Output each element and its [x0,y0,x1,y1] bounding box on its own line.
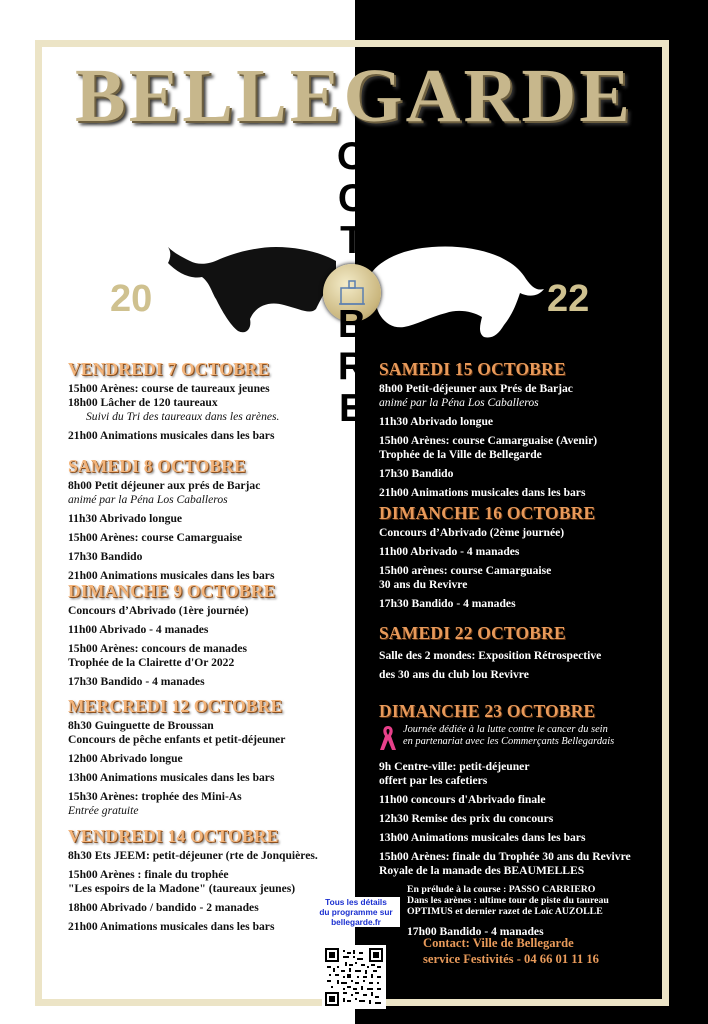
month-letter: C [337,177,367,220]
info-line: du programme sur [319,907,393,917]
event-line: Suivi du Tri des taureaux dans les arènes. [86,410,280,423]
event-line: "Les espoirs de la Madone" (taureaux jeunes) [68,882,296,895]
event-line: 15h00 Arènes: finale du Trophée 30 ans du Revivre [379,850,631,863]
day-block [379,358,597,500]
year-right: 22 [547,278,590,320]
event-line: Trophée de la Clairette d'Or 2022 [68,656,235,669]
month-letter: R [337,345,367,388]
event-line: 13h00 Animations musicales dans les bars [68,771,275,784]
event-line: 17h30 Bandido - 4 manades [68,675,205,688]
white-bull-silhouette [370,246,544,337]
event-line: 21h00 Animations musicales dans les bars [68,569,275,582]
event-line: 15h00 Arènes: course Camarguaise (Avenir) [379,434,598,447]
event-line: animé par la Péna Los Caballeros [68,493,228,506]
event-line: 8h00 Petit déjeuner aux prés de Barjac [68,479,261,492]
year-left: 20 [110,278,153,320]
event-line: 17h30 Bandido [379,467,454,480]
day-heading: VENDREDI 14 OCTOBRE [68,826,279,846]
day-heading: DIMANCHE 9 OCTOBRE [68,581,276,601]
day-block [379,700,631,939]
event-line: 9h Centre-ville: petit-déjeuner [379,760,530,773]
event-line: 13h00 Animations musicales dans les bars [379,831,586,844]
month-letter: T [340,219,364,262]
day-block [68,358,279,443]
event-line: 15h00 Arènes: course Camarguaise [68,531,243,544]
event-line: Royale de la manade des BEAUMELLES [379,864,585,877]
qr-code[interactable] [322,945,386,1009]
pink-ribbon-icon [379,724,397,752]
event-line: 30 ans du Revivre [379,578,468,591]
event-line: 21h00 Animations musicales dans les bars [68,920,275,933]
event-line: 15h30 Arènes: trophée des Mini-As [68,790,242,803]
event-line: 12h00 Abrivado longue [68,752,183,765]
event-line: 15h00 Arènes: concours de manades [68,642,248,655]
contact-info [423,935,599,967]
event-line: 12h30 Remise des prix du concours [379,812,554,825]
event-line: Concours d’Abrivado (1ère journée) [68,604,249,617]
day-block [68,455,274,583]
prelude-line: OPTIMUS et dernier razet de Loïc AUZOLLE [407,906,603,917]
event-line: 8h30 Guinguette de Broussan [68,719,214,732]
event-line: 17h00 Bandido - 4 manades [407,925,544,938]
event-line: des 30 ans du club lou Revivre [379,668,529,681]
event-line: 21h00 Animations musicales dans les bars [68,429,275,442]
prelude-line: En prélude à la course : PASSO CARRIERO [407,884,596,895]
month-vertical [334,136,370,430]
day-heading: MERCREDI 12 OCTOBRE [68,696,283,716]
day-block [379,622,601,682]
event-line: 15h00 Arènes : finale du trophée [68,868,229,881]
prelude-block [379,884,631,917]
event-line: 18h00 Lâcher de 120 taureaux [68,396,218,409]
event-line: Salle des 2 mondes: Exposition Rétrospective [379,649,602,662]
contact-line: Contact: Ville de Bellegarde [423,936,574,950]
event-line: 21h00 Animations musicales dans les bars [379,486,586,499]
black-bull-silhouette [168,247,336,332]
event-line: offert par les cafetiers [379,774,488,787]
contact-line: service Festivités - 04 66 01 11 16 [423,952,599,966]
event-line: Concours d’Abrivado (2ème journée) [379,526,565,539]
day-heading: DIMANCHE 23 OCTOBRE [379,701,596,721]
event-line: 11h00 Abrivado - 4 manades [68,623,209,636]
event-line: Concours de pêche enfants et petit-déjeuner [68,733,286,746]
event-line: animé par la Péna Los Caballeros [379,396,539,409]
day-heading: SAMEDI 22 OCTOBRE [379,623,566,643]
event-line: Entrée gratuite [68,804,139,817]
day-block [68,580,275,689]
event-line: 11h30 Abrivado longue [68,512,183,525]
event-line: 11h30 Abrivado longue [379,415,494,428]
poster-title: BELLEGARDE [75,54,633,138]
month-letter: B [337,303,367,346]
event-line: 8h00 Petit-déjeuner aux Prés de Barjac [379,382,573,395]
ribbon-line: en partenariat avec les Commerçants Bellegardais [403,736,615,747]
event-line: 11h00 Abrivado - 4 manades [379,545,520,558]
day-heading: VENDREDI 7 OCTOBRE [68,359,270,379]
day-block [68,825,318,934]
event-line: 15h00 Arènes: course de taureaux jeunes [68,382,270,395]
month-letter: O [336,135,368,178]
event-line: 15h00 arènes: course Camarguaise [379,564,552,577]
day-block [379,502,595,611]
event-line: 17h30 Bandido [68,550,143,563]
event-line: 17h30 Bandido - 4 manades [379,597,516,610]
prelude-line: Dans les arènes : ultime tour de piste du taureau [407,895,609,906]
day-heading: DIMANCHE 16 OCTOBRE [379,503,596,523]
month-letter: E [338,387,365,430]
event-line: 11h00 concours d'Abrivado finale [379,793,546,806]
info-line: Tous les détails [325,897,387,907]
website-info-box[interactable] [312,897,400,927]
ribbon-note [379,724,631,752]
event-line: 8h30 Ets JEEM: petit-déjeuner (rte de Jonquières. [68,849,318,862]
ribbon-line: Journée dédiée à la lutte contre le cancer du sein [403,724,608,735]
day-heading: SAMEDI 15 OCTOBRE [379,359,566,379]
event-line: Trophée de la Ville de Bellegarde [379,448,542,461]
event-line: 18h00 Abrivado / bandido - 2 manades [68,901,259,914]
day-block [68,695,285,818]
info-line[interactable]: bellegarde.fr [331,917,381,927]
day-heading: SAMEDI 8 OCTOBRE [68,456,246,476]
